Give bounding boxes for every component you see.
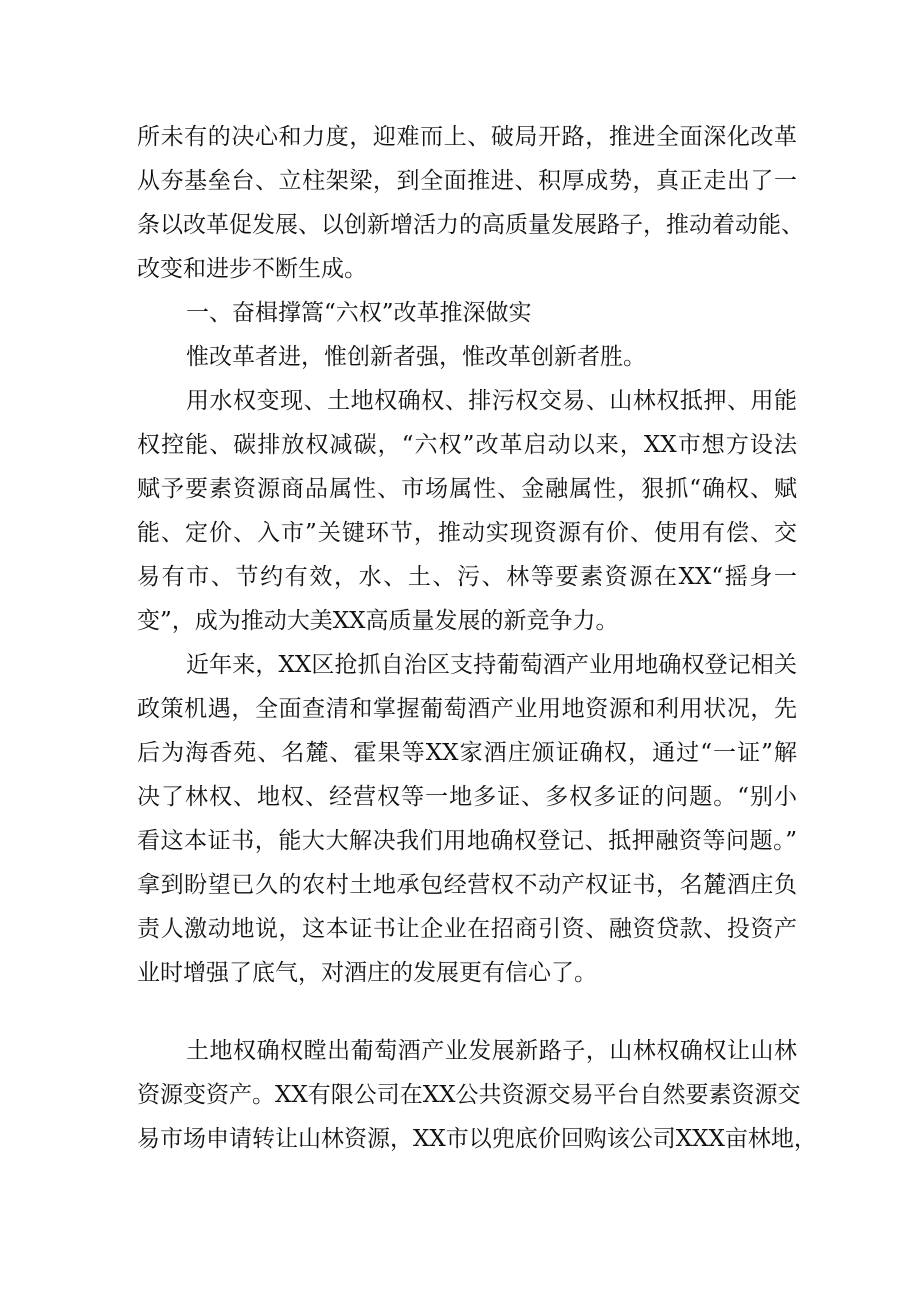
body-text-line: 条以改革促发展、以创新增活力的高质量发展路子，推动着动能、 — [137, 212, 804, 238]
body-text-line: 能、定价、入市”关键环节，推动实现资源有价、使用有偿、交 — [137, 520, 797, 546]
body-text-line: 土地权确权瞠出葡萄酒产业发展新路子，山林权确权让山林 — [186, 1038, 797, 1064]
body-text-line: 易有市、节约有效，水、土、污、林等要素资源在XX“摇身一 — [137, 564, 797, 590]
body-text-line: 变”，成为推动大美XX高质量发展的新竞争力。 — [137, 608, 619, 634]
body-text-line: 责人激动地说，这本证书让企业在招商引资、融资贷款、投资产 — [137, 916, 797, 942]
body-text-line: 所未有的决心和力度，迎难而上、破局开路，推进全面深化改革 — [137, 124, 797, 150]
body-text-line: 从夯基垒台、立柱架梁，到全面推进、积厚成势，真正走出了一 — [137, 168, 797, 194]
body-text-line: 近年来，XX区抢抓自治区支持葡萄酒产业用地确权登记相关 — [186, 652, 797, 678]
body-text-line: 赋予要素资源商品属性、市场属性、金融属性，狠抓“确权、赋 — [137, 476, 797, 502]
body-text-line: 政策机遇，全面查清和掌握葡萄酒产业用地资源和利用状况，先 — [137, 696, 797, 722]
body-text-line: 后为海香苑、名麓、霍果等XX家酒庄颁证确权，通过“一证”解 — [137, 740, 797, 766]
body-text-line: 业时增强了底气，对酒庄的发展更有信心了。 — [137, 960, 597, 986]
body-text-line: 资源变资产。XX有限公司在XX公共资源交易平台自然要素资源交 — [137, 1082, 801, 1108]
body-text-line: 决了林权、地权、经营权等一地多证、多权多证的问题。“别小 — [137, 784, 797, 810]
body-text-line: 拿到盼望已久的农村土地承包经营权不动产权证书，名麓酒庄负 — [137, 872, 797, 898]
section-heading: 一、奋楫撑篙“六权”改革推深做实 — [186, 300, 532, 326]
body-text-line: 改变和进步不断生成。 — [137, 256, 367, 282]
body-text-line: 权控能、碳排放权减碳，“六权”改革启动以来，XX市想方设法 — [137, 432, 797, 458]
body-text-line: 易市场申请转让山林资源，XX市以兜底价回购该公司XXX亩林地， — [137, 1126, 817, 1152]
body-text-line: 惟改革者进，惟创新者强，惟改革创新者胜。 — [186, 344, 646, 370]
body-text-line: 用水权变现、土地权确权、排污权交易、山林权抵押、用能 — [186, 388, 797, 414]
body-text-line: 看这本证书，能大大解决我们用地确权登记、抵押融资等问题。” — [137, 828, 797, 854]
